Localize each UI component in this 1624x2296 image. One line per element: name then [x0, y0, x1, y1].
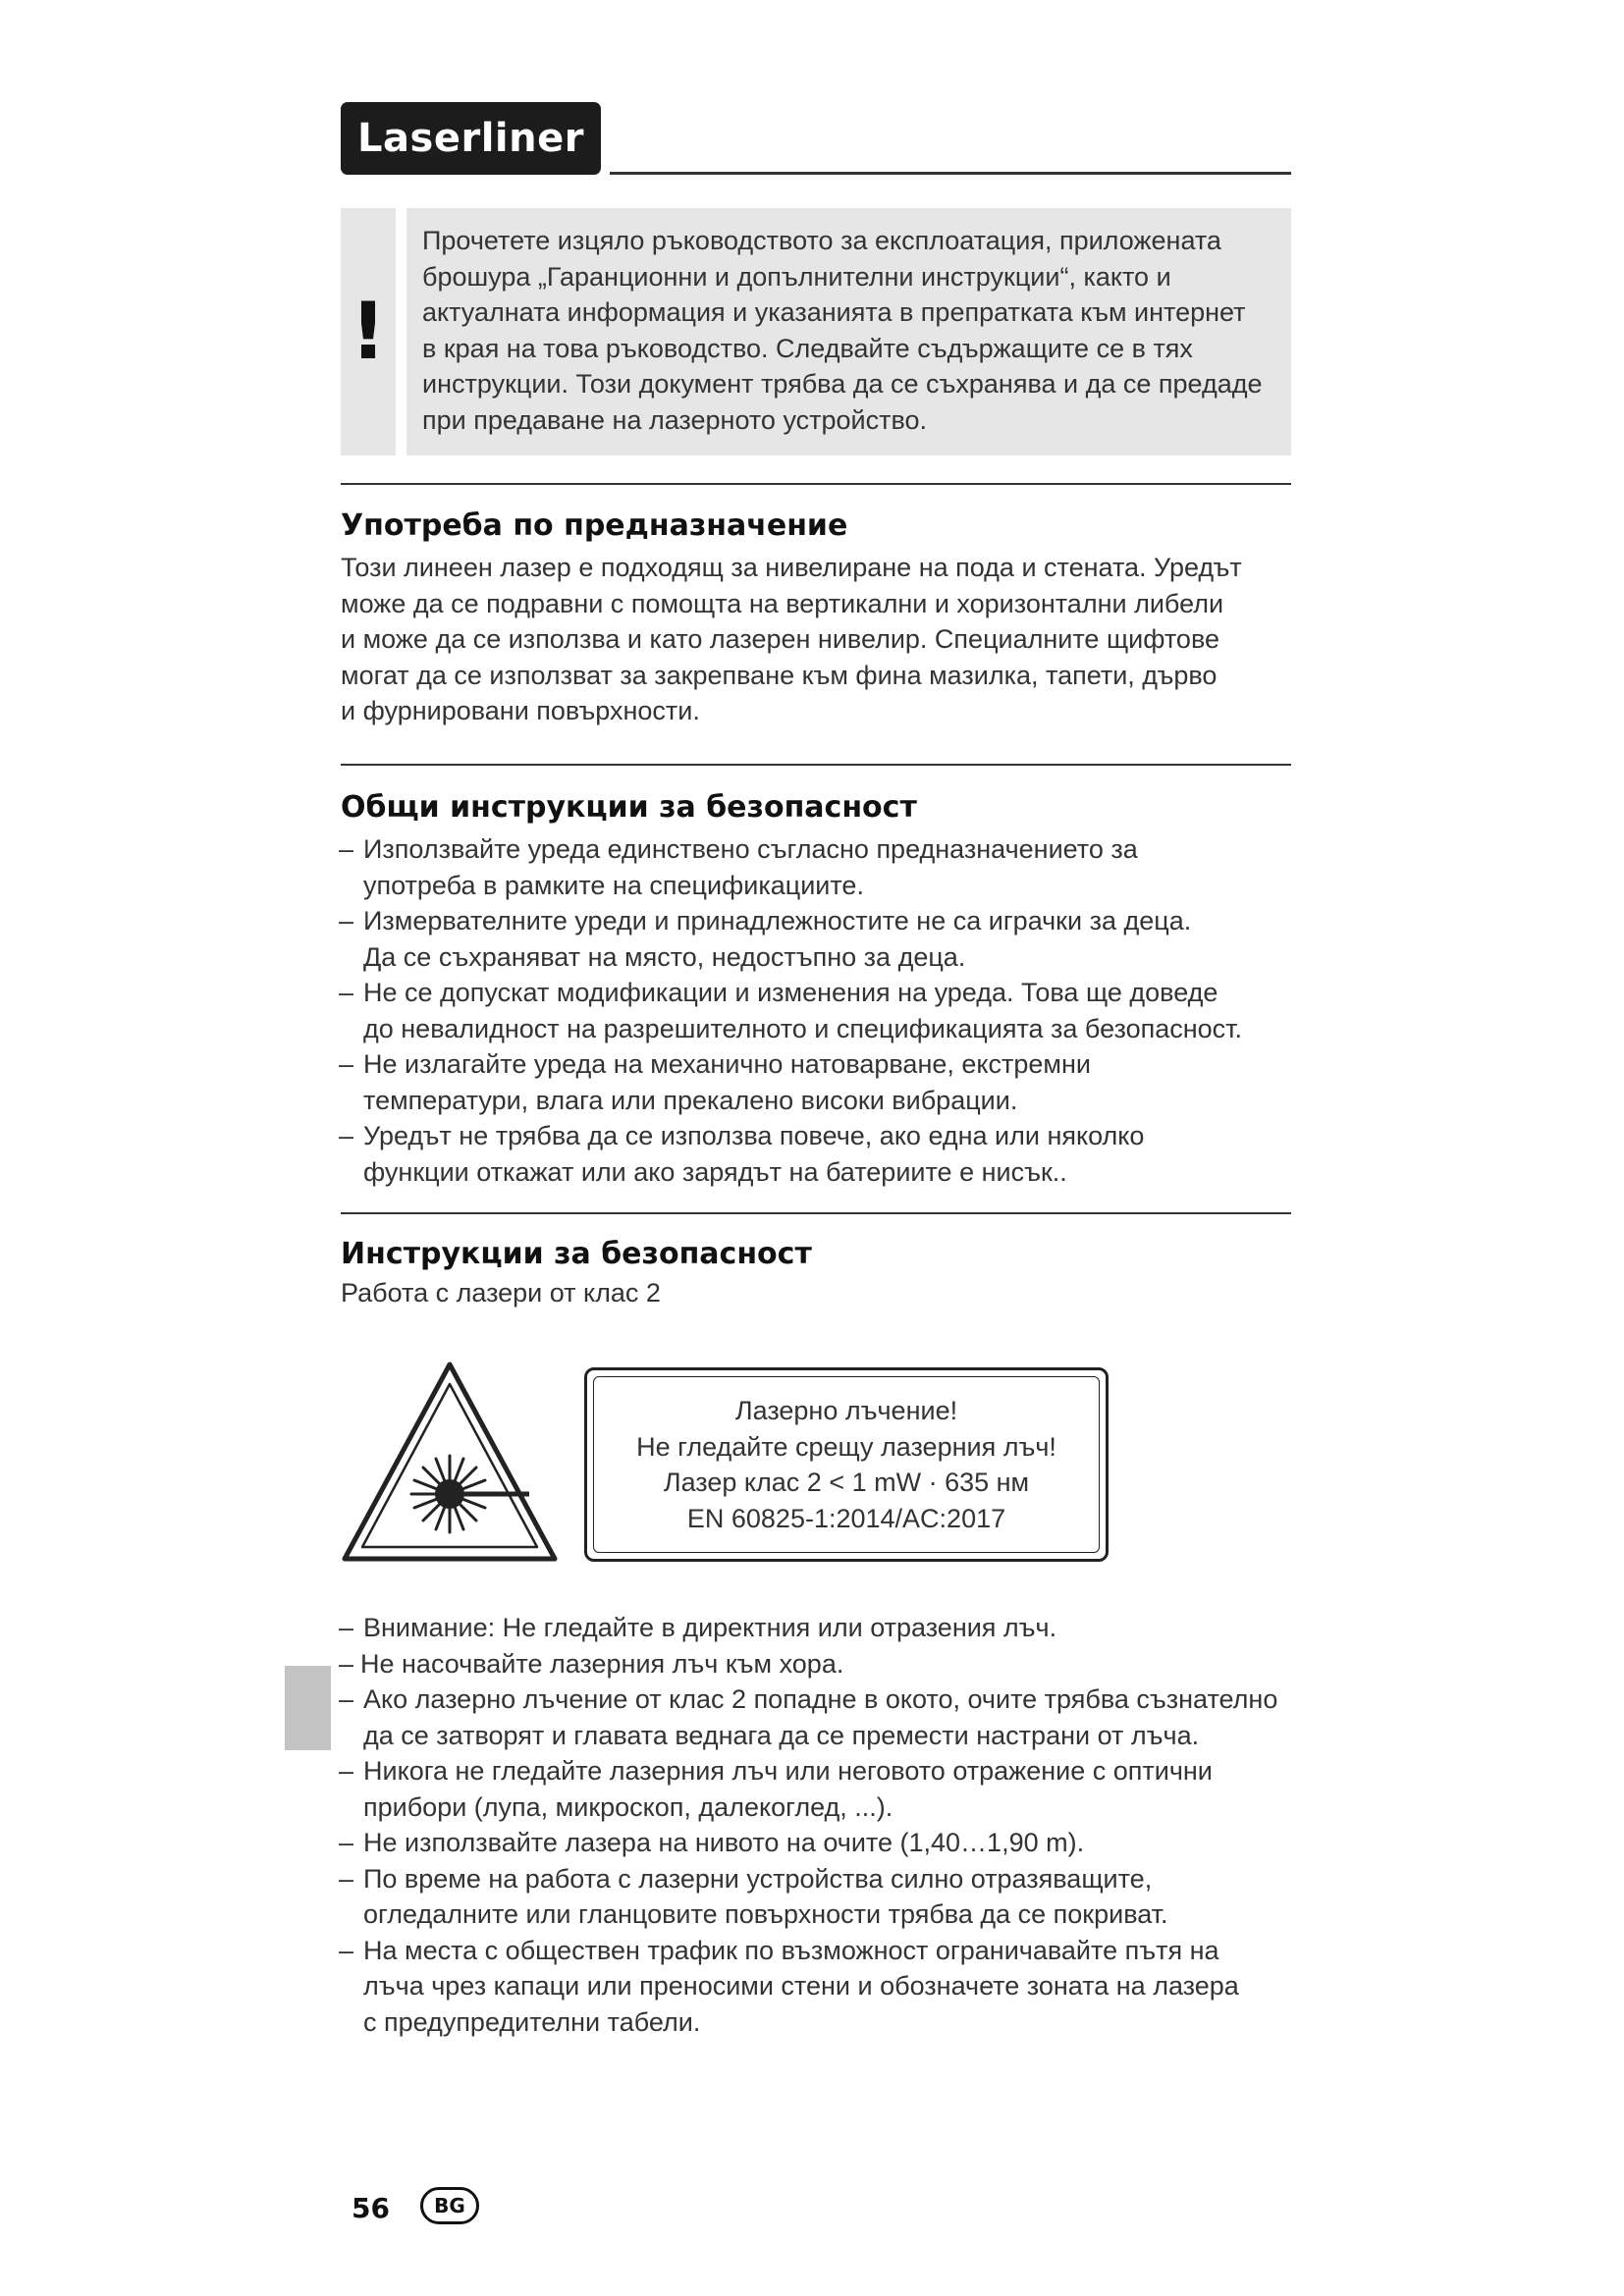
notice-box — [406, 208, 1291, 455]
list-item-text: Измервателните уреди и принадлежностите не са играчки за деца. — [363, 906, 1192, 935]
list-item-text: Не излагайте уреда на механично натоварване, екстремни — [363, 1049, 1091, 1079]
laser-safety-heading: Инструкции за безопасност — [341, 1237, 812, 1271]
section-divider — [341, 764, 1291, 766]
list-item-text: да се затворят и главата веднага да се премести настрани от лъча. — [363, 1720, 1200, 1750]
header-rule — [610, 172, 1291, 175]
list-item — [339, 903, 1242, 975]
side-tab-marker — [285, 1666, 331, 1750]
list-item-text: до невалидност на разрешителното и спецификацията за безопасност. — [363, 1013, 1243, 1043]
list-item-text: Уредът не трябва да се използва повече, ако една или няколко — [363, 1121, 1145, 1150]
list-item — [339, 1753, 1277, 1825]
list-item-text: функции откажат или ако зарядът на батериите е нисък.. — [363, 1156, 1067, 1187]
paragraph-line: могат да се използват за закрепване към фина мазилка, тапети, дърво — [341, 660, 1218, 690]
section-divider — [341, 483, 1291, 485]
laser-warning-triangle-icon — [341, 1361, 559, 1563]
list-dash: – — [339, 834, 354, 864]
notice-line: брошура „Гаранционни и допълнителни инструкции“, както и — [422, 261, 1171, 292]
list-item-text: лъча чрез капаци или преносими стени и обозначете зоната на лазера — [363, 1971, 1239, 2001]
list-dash: – — [339, 1648, 354, 1679]
exclamation-icon: ! — [341, 208, 396, 455]
page-number: 56 — [352, 2192, 390, 2224]
list-dash: – — [339, 906, 354, 935]
notice-line: в края на това ръководство. Следвайте съдържащите се в тях — [422, 333, 1193, 363]
list-dash: – — [339, 1684, 354, 1714]
list-item — [339, 1861, 1277, 1933]
label-line: Не гледайте срещу лазерния лъч! — [636, 1431, 1056, 1462]
brand-logo: Laserliner — [341, 102, 601, 175]
list-item — [339, 1118, 1242, 1190]
label-line: Лазерно лъчение! — [734, 1396, 958, 1425]
list-dash: – — [339, 1863, 354, 1894]
list-item-text: с предупредителни табели. — [363, 2006, 701, 2037]
notice-line: актуалната информация и указанията в препратката към интернет — [422, 297, 1246, 327]
notice-line: инструкции. Този документ трябва да се съхранява и да се предаде — [422, 369, 1263, 399]
list-dash: – — [339, 1828, 354, 1857]
list-item — [339, 975, 1242, 1046]
list-dash: – — [339, 1121, 354, 1150]
list-item-text: Не се допускат модификации и изменения на уреда. Това ще доведе — [363, 978, 1218, 1007]
notice-line: Прочетете изцяло ръководството за експлоатация, приложената — [422, 226, 1221, 255]
section-divider — [341, 1212, 1291, 1214]
list-item-text: Не насочвайте лазерния лъч към хора. — [360, 1648, 844, 1679]
list-dash: – — [339, 1756, 354, 1786]
language-badge: BG — [420, 2187, 479, 2224]
list-item — [339, 1933, 1277, 2041]
list-item-text: На места с обществен трафик по възможност ограничавайте пътя на — [363, 1935, 1219, 1965]
list-item-text: Ако лазерно лъчение от клас 2 попадне в окото, очите трябва съзнателно — [363, 1684, 1278, 1714]
paragraph-line: Този линеен лазер е подходящ за нивелиране на пода и стената. Уредът — [341, 553, 1242, 582]
list-item — [339, 1046, 1242, 1118]
laser-warning-label — [584, 1367, 1109, 1562]
list-item — [339, 1646, 1277, 1682]
list-item-text: употреба в рамките на спецификациите. — [363, 870, 864, 900]
list-item-text: огледалните или гланцовите повърхности трябва да се покриват. — [363, 1899, 1168, 1929]
list-dash: – — [339, 1049, 354, 1079]
list-dash: – — [339, 978, 354, 1007]
general-safety-heading: Общи инструкции за безопасност — [341, 790, 917, 825]
list-item-text: Използвайте уреда единствено съгласно предназначението за — [363, 834, 1138, 864]
paragraph-line: и може да се използва и като лазерен нивелир. Специалните щифтове — [341, 624, 1220, 654]
list-item-text: прибори (лупа, микроскоп, далекоглед, ...). — [363, 1791, 893, 1822]
list-item-text: Да се съхраняват на място, недостъпно за деца. — [363, 941, 966, 972]
paragraph-line: може да се подравни с помощта на вертикални и хоризонтални либели — [341, 588, 1224, 618]
label-line: EN 60825-1:2014/AC:2017 — [686, 1503, 1006, 1533]
list-item — [339, 1610, 1277, 1646]
list-item-text: температури, влага или прекалено високи вибрации. — [363, 1085, 1018, 1115]
list-item-text: Никога не гледайте лазерния лъч или неговото отражение с оптични — [363, 1756, 1213, 1786]
list-item-text: По време на работа с лазерни устройства силно отразяващите, — [363, 1863, 1153, 1894]
notice-line: при предаване на лазерното устройство. — [422, 404, 928, 435]
list-item — [339, 831, 1242, 903]
intended-use-paragraph — [341, 550, 1242, 729]
list-dash: – — [339, 1935, 354, 1965]
label-line: Лазер клас 2 < 1 mW · 635 нм — [663, 1468, 1030, 1497]
list-item-text: Внимание: Не гледайте в директния или отразения лъч. — [363, 1613, 1057, 1642]
list-item — [339, 1825, 1277, 1861]
intended-use-heading: Употреба по предназначение — [341, 508, 848, 543]
list-dash: – — [339, 1613, 354, 1642]
general-safety-list — [339, 831, 1242, 1190]
laser-safety-list — [339, 1610, 1277, 2040]
paragraph-line: и фурнировани повърхности. — [341, 696, 700, 725]
list-item-text: Не използвайте лазера на нивото на очите (1,40…1,90 m). — [363, 1828, 1085, 1857]
laser-class-subtitle: Работа с лазери от клас 2 — [341, 1278, 661, 1308]
list-item — [339, 1682, 1277, 1753]
